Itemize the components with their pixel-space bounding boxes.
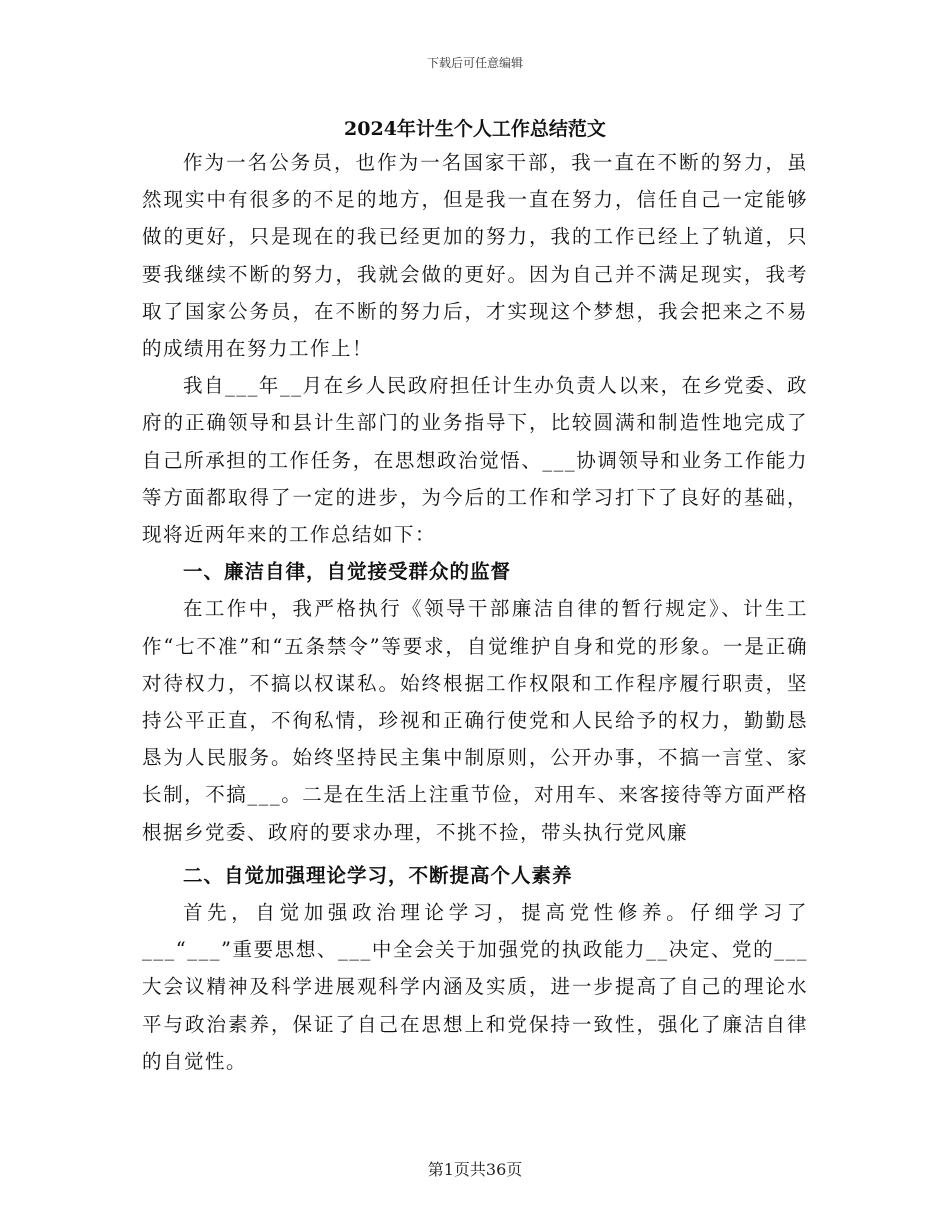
paragraph-integrity: 在工作中，我严格执行《领导干部廉洁自律的暂行规定》、计生工作“七不准”和“五条禁令”等要求，自觉维护自身和党的形象。一是正确对待权力，不搞以权谋私。始终根据工作权限和工作程序履行职责，坚持公平正直，不徇私情，珍视和正确行使党和人民给予的权力，勤勤恳恳为人民服务。始终坚持民主集中制原则，公开办事，不搞一言堂、家长制，不搞___。二是在生活上注重节俭，对用车、来客接待等方面严格根据乡党委、政府的要求办理，不挑不捡，带头执行党风廉: [142, 597, 808, 844]
section-heading-1: 一、廉洁自律，自觉接受群众的监督: [182, 560, 511, 584]
page-footer: 第1页共36页: [427, 1160, 523, 1179]
page-title: 2024年计生个人工作总结范文: [344, 118, 606, 140]
paragraph-intro: 作为一名公务员，也作为一名国家干部，我一直在不断的努力，虽然现实中有很多的不足的地方，但是我一直在努力，信任自己一定能够做的更好，只是现在的我已经更加的努力，我的工作已经上了轨道，只要我继续不断的努力，我就会做的更好。因为自己并不满足现实，我考取了国家公务员，在不断的努力后，才实现这个梦想，我会把来之不易的成绩用在努力工作上！: [142, 151, 808, 361]
header-note: 下载后可任意编辑: [426, 56, 523, 70]
document-body: [142, 144, 808, 1080]
paragraph-study: 首先，自觉加强政治理论学习，提高党性修养。仔细学习了___“___”重要思想、___中全会关于加强党的执政能力__决定、党的___大会议精神及科学进展观科学内涵及实质，进一步提高了自己的理论水平与政治素养，保证了自己在思想上和党保持一致性，强化了廉洁自律的自觉性。: [142, 901, 808, 1073]
section-heading-2: 二、自觉加强理论学习，不断提高个人素养: [182, 863, 573, 887]
paragraph-overview: 我自___年__月在乡人民政府担任计生办负责人以来，在乡党委、政府的正确领导和县计生部门的业务指导下，比较圆满和制造性地完成了自己所承担的工作任务，在思想政治觉悟、___协调领导和业务工作能力等方面都取得了一定的进步，为今后的工作和学习打下了良好的基础，现将近两年来的工作总结如下：: [142, 374, 808, 547]
